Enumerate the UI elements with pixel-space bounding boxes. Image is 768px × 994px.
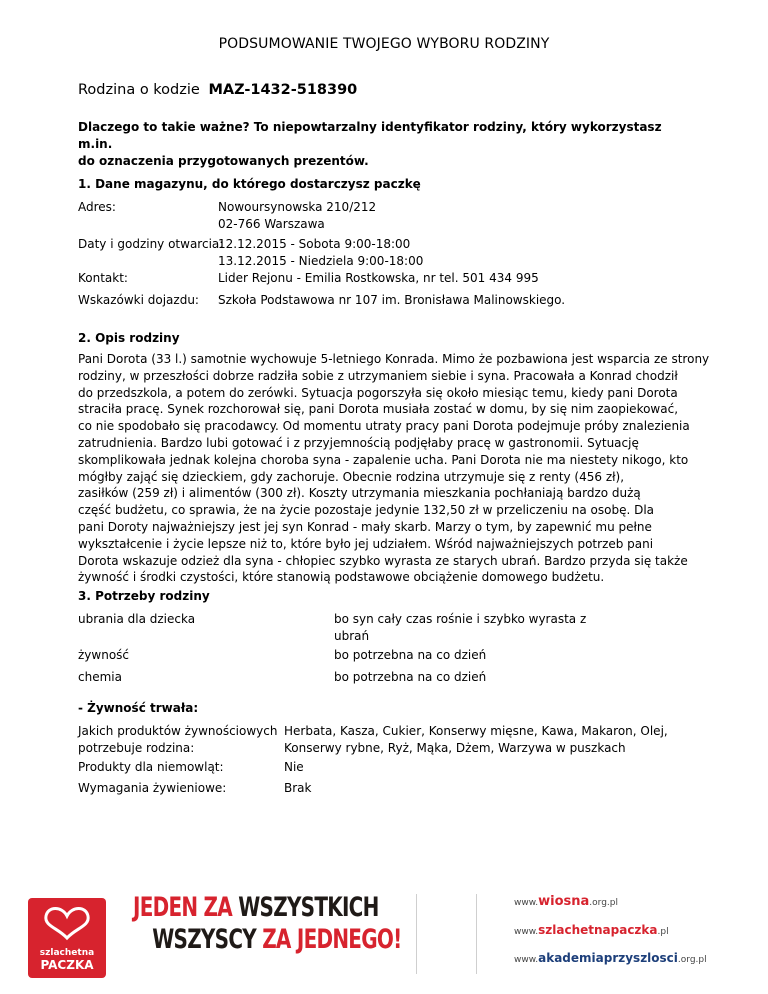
description-line: co nie spodobało się pracodawcy. Od momentu utraty pracy pani Dorota podejmuje próby znalezienia <box>78 419 690 434</box>
need-reason: bo syn cały czas rośnie i szybko wyrasta z <box>334 612 587 626</box>
description-line: Dorota wskazuje odzież dla syna - chłopiec szybko wyrasta ze starych ubrań. Bardzo przyda się także <box>78 553 688 568</box>
diet-label: Wymagania żywieniowe: <box>78 781 227 795</box>
needs-heading: 3. Potrzeby rodziny <box>78 589 210 603</box>
description-line: wykształcenie i życie lepsze niż to, które było jej udziałem. Wśród najważniejszych potrzeb pani <box>78 536 654 551</box>
divider <box>416 894 417 974</box>
description-line: skomplikowała jednak kolejna choroba syna - zapalenie ucha. Pani Dorota nie ma niestety nikogo, kto <box>78 452 689 467</box>
slogan-part-a: JEDEN ZA <box>133 892 233 923</box>
infant-label: Produkty dla niemowląt: <box>78 760 224 774</box>
warehouse-heading: 1. Dane magazynu, do którego dostarczysz paczkę <box>78 177 421 191</box>
why-important-note <box>78 119 678 170</box>
family-code-line <box>78 82 357 98</box>
food-products-label-1: Jakich produktów żywnościowych <box>78 724 278 738</box>
directions-label: Wskazówki dojazdu: <box>78 293 199 307</box>
need-reason: bo potrzebna na co dzień <box>334 648 487 662</box>
footer-branding <box>0 870 768 994</box>
description-heading: 2. Opis rodziny <box>78 331 180 345</box>
family-code: MAZ-1432-518390 <box>208 82 358 98</box>
why-line-1: Dlaczego to takie ważne? To niepowtarzalny identyfikator rodziny, który wykorzystasz m.in. <box>78 120 662 151</box>
need-name: chemia <box>78 670 122 684</box>
directions-value: Szkoła Podstawowa nr 107 im. Bronisława Malinowskiego. <box>218 293 566 307</box>
divider <box>476 894 477 974</box>
description-line: zasiłków (259 zł) i alimentów (300 zł). Koszty utrzymania mieszkania pochłaniają bardzo dużą <box>78 486 641 501</box>
description-line: mógłby zająć się dzieckiem, gdy zachoruje. Obecnie rodzina utrzymuje się z renty (456 zł), <box>78 469 625 484</box>
food-products-label-2: potrzebuje rodzina: <box>78 741 195 755</box>
food-products-value-2: Konserwy rybne, Ryż, Mąka, Dżem, Warzywa w puszkach <box>284 741 626 755</box>
description-line: straciła pracę. Synek rozchorował się, pani Dorota musiała zostać w domu, by się nim zaopiekować, <box>78 402 679 417</box>
description-line: żywność i środki czystości, które stanowią podstawowe obciążenie domowego budżetu. <box>78 570 605 585</box>
diet-value: Brak <box>284 781 312 795</box>
description-line: do przedszkola, a potem do zerówki. Sytuacja pogorszyła się około miesiąc temu, kiedy pani Dorota <box>78 385 678 400</box>
food-heading: - Żywność trwała: <box>78 701 199 715</box>
need-reason: bo potrzebna na co dzień <box>334 670 487 684</box>
infant-value: Nie <box>284 760 304 774</box>
page-title: PODSUMOWANIE TWOJEGO WYBORU RODZINY <box>218 36 550 52</box>
family-description <box>78 351 710 586</box>
description-line: pani Doroty najważniejszy jest jej syn Konrad - mały skarb. Marzy o tym, by zapewnić mu pełne <box>78 519 652 534</box>
wiosna-link[interactable]: www.wiosna.org.pl <box>514 894 618 909</box>
szlachetnapaczka-link[interactable]: www.szlachetnapaczka.pl <box>514 923 669 937</box>
description-line: zatrudnienia. Bardzo lubi gotować i z przyjemnością podjęłaby pracę w gastronomii. Sytuację <box>78 435 639 450</box>
akademiaprzyszlosci-link[interactable]: www.akademiaprzyszlosci.org.pl <box>514 951 707 965</box>
food-products-value-1: Herbata, Kasza, Cukier, Konserwy mięsne, Kawa, Makaron, Olej, <box>284 724 668 738</box>
slogan-part-b: WSZYSTKICH <box>238 892 379 923</box>
slogan <box>133 892 496 956</box>
slogan-part-d: ZA JEDNEGO! <box>262 924 402 955</box>
logo-text-2: PACZKA <box>40 958 94 972</box>
description-line: Pani Dorota (33 l.) samotnie wychowuje 5-letniego Konrada. Mimo że pozbawiona jest wsparcia ze strony <box>78 352 710 366</box>
why-line-2: do oznaczenia przygotowanych prezentów. <box>78 154 369 168</box>
slogan-part-c: WSZYSCY <box>152 924 256 955</box>
szlachetna-paczka-logo <box>28 898 106 978</box>
hours-line-1: 12.12.2015 - Sobota 9:00-18:00 <box>218 237 411 251</box>
description-line: rodziny, w przeszłości dobrze radziła sobie z utrzymaniem siebie i syna. Pracowała a Konrad chodził <box>78 368 678 383</box>
contact-label: Kontakt: <box>78 271 128 285</box>
family-code-prefix: Rodzina o kodzie <box>78 82 200 98</box>
logo-text-1: szlachetna <box>39 948 95 958</box>
footer-links <box>514 892 707 976</box>
hours-line-2: 13.12.2015 - Niedziela 9:00-18:00 <box>218 254 424 268</box>
need-name: żywność <box>78 648 130 662</box>
need-reason-cont: ubrań <box>334 629 370 643</box>
need-name: ubrania dla dziecka <box>78 612 196 626</box>
address-label: Adres: <box>78 200 116 214</box>
address-line-2: 02-766 Warszawa <box>218 217 325 231</box>
address-line-1: Nowoursynowska 210/212 <box>218 200 377 214</box>
contact-value: Lider Rejonu - Emilia Rostkowska, nr tel. 501 434 995 <box>218 271 539 285</box>
description-line: część budżetu, co sprawia, że na życie pozostaje jedynie 132,50 zł w przeliczeniu na osobę. Dla <box>78 503 655 518</box>
hours-label: Daty i godziny otwarcia: <box>78 237 224 251</box>
